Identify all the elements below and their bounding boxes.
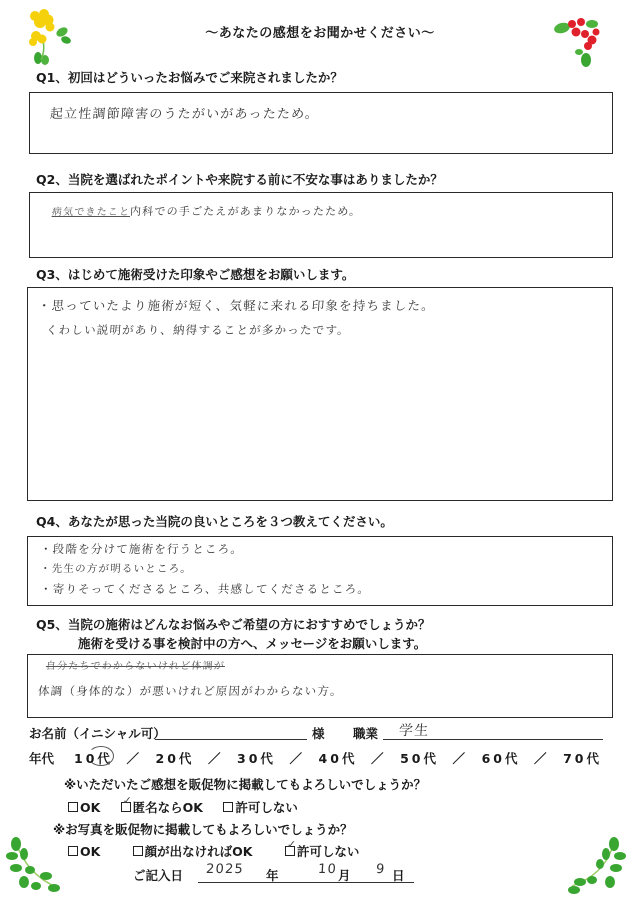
age-option-40s[interactable]: 40代	[318, 751, 358, 766]
q4-answer-line-3: ・寄りそってくださるところ、共感してくださるところ。	[39, 582, 371, 596]
date-month-value: 10	[317, 862, 338, 877]
date-year-value: 2025	[205, 862, 245, 877]
separator: ／	[371, 751, 387, 766]
q3-answer-line-1: ・思っていたより施術が短く、気軽に来れる印象を持ちました。	[37, 298, 436, 313]
q3-label: Q3、はじめて施術受けた印象やご感想をお願いします。	[36, 267, 355, 282]
separator: ／	[534, 751, 550, 766]
q4-label: Q4、あなたが思った当院の良いところを３つ教えてください。	[36, 514, 393, 529]
consent-review-ok-checkbox[interactable]: OK	[68, 800, 100, 815]
q1-answer-box[interactable]	[29, 92, 613, 154]
separator: ／	[452, 751, 469, 766]
consent-photo-options	[68, 838, 375, 860]
consent-review-anonymous-checkbox[interactable]: ✓ 匿名ならOK	[122, 794, 203, 815]
q5-answer-box[interactable]	[27, 654, 613, 718]
date-day-unit: 日	[392, 868, 405, 883]
occupation-value: 学生	[398, 723, 430, 739]
leaf-decoration-bottom-right-icon	[566, 834, 626, 896]
name-input-line[interactable]	[155, 738, 307, 740]
selected-circle-mark	[88, 746, 114, 766]
consent-review-question: ※いただいたご感想を販促物に掲載してもよろしいでしょうか？	[64, 777, 427, 792]
q4-answer-box[interactable]	[27, 536, 613, 606]
age-option-20s[interactable]: 20代	[155, 751, 195, 766]
age-label: 年代	[29, 751, 55, 766]
age-option-70s[interactable]: 70代	[563, 751, 602, 766]
q3-answer-line-2: くわしい説明があり、納得することが多かったです。	[45, 323, 351, 337]
date-input-line[interactable]	[198, 881, 414, 883]
separator: ／	[207, 751, 224, 766]
consent-photo-ok-checkbox[interactable]: OK	[68, 844, 100, 859]
q1-answer-line: 起立性調節障害のうたがいがあったため。	[49, 107, 320, 122]
occupation-input-line[interactable]	[383, 723, 603, 740]
q2-label: Q2、当院を選ばれたポイントや来院する前に不安な事はありましたか？	[36, 172, 443, 187]
checkbox-square-icon	[223, 802, 233, 812]
q4-answer-line-2: ・先生の方が明るいところ。	[39, 563, 193, 575]
q5-label: Q5、当院の施術はどんなお悩みやご希望の方におすすめでしょうか？	[36, 617, 431, 632]
check-mark-icon: ✓	[122, 794, 132, 807]
age-option-60s[interactable]: 60代	[481, 751, 521, 766]
q2-answer-prefix: 病気できたこと	[51, 207, 131, 218]
separator: ／	[126, 751, 142, 766]
date-label: ご記入日	[133, 868, 184, 883]
q4-answer-line-1: ・段階を分けて施術を行うところ。	[39, 542, 244, 556]
age-option-10s[interactable]: 10代	[74, 749, 113, 767]
form-title: ～あなたの感想をお聞かせください～	[205, 26, 435, 41]
date-day-value: 9	[375, 862, 387, 877]
q5-answer-struck: 自分たちでわからないけれど体調が	[45, 661, 226, 672]
date-month-unit: 月	[338, 868, 351, 883]
q3-answer-box[interactable]	[27, 287, 613, 501]
name-suffix: 様	[312, 726, 325, 741]
checkbox-square-icon	[133, 846, 143, 856]
consent-photo-question: ※お写真を販促物に掲載してもよろしいでしょうか？	[53, 822, 353, 837]
checkbox-square-icon	[68, 802, 78, 812]
separator: ／	[289, 751, 305, 766]
consent-photo-deny-checkbox[interactable]: ✓ 許可しない	[286, 838, 360, 859]
q1-label: Q1、初回はどういったお悩みでご来院されましたか？	[36, 70, 343, 85]
age-option-50s[interactable]: 50代	[400, 751, 439, 766]
age-option-30s[interactable]: 30代	[237, 751, 276, 766]
q2-answer-line: 内科での手ごたえがあまりなかったため。	[129, 205, 362, 218]
leaf-decoration-bottom-left-icon	[6, 834, 64, 896]
consent-review-options	[68, 794, 314, 816]
occupation-label: 職業	[353, 726, 379, 741]
consent-photo-no-face-checkbox[interactable]: 顔が出なければOK	[133, 842, 253, 860]
q5-answer-line: 体調（身体的な）が悪いけれど原因がわからない方。	[37, 684, 344, 698]
q5-label-line2: 施術を受ける事を検討中の方へ、メッセージをお願いします。	[78, 636, 427, 651]
date-year-unit: 年	[266, 868, 279, 883]
name-label: お名前（イニシャル可）	[29, 726, 166, 741]
q2-answer-box[interactable]	[29, 192, 613, 258]
consent-review-deny-checkbox[interactable]: 許可しない	[223, 798, 298, 816]
age-options	[74, 749, 602, 767]
checkbox-square-icon	[68, 846, 78, 856]
check-mark-icon: ✓	[286, 838, 297, 851]
